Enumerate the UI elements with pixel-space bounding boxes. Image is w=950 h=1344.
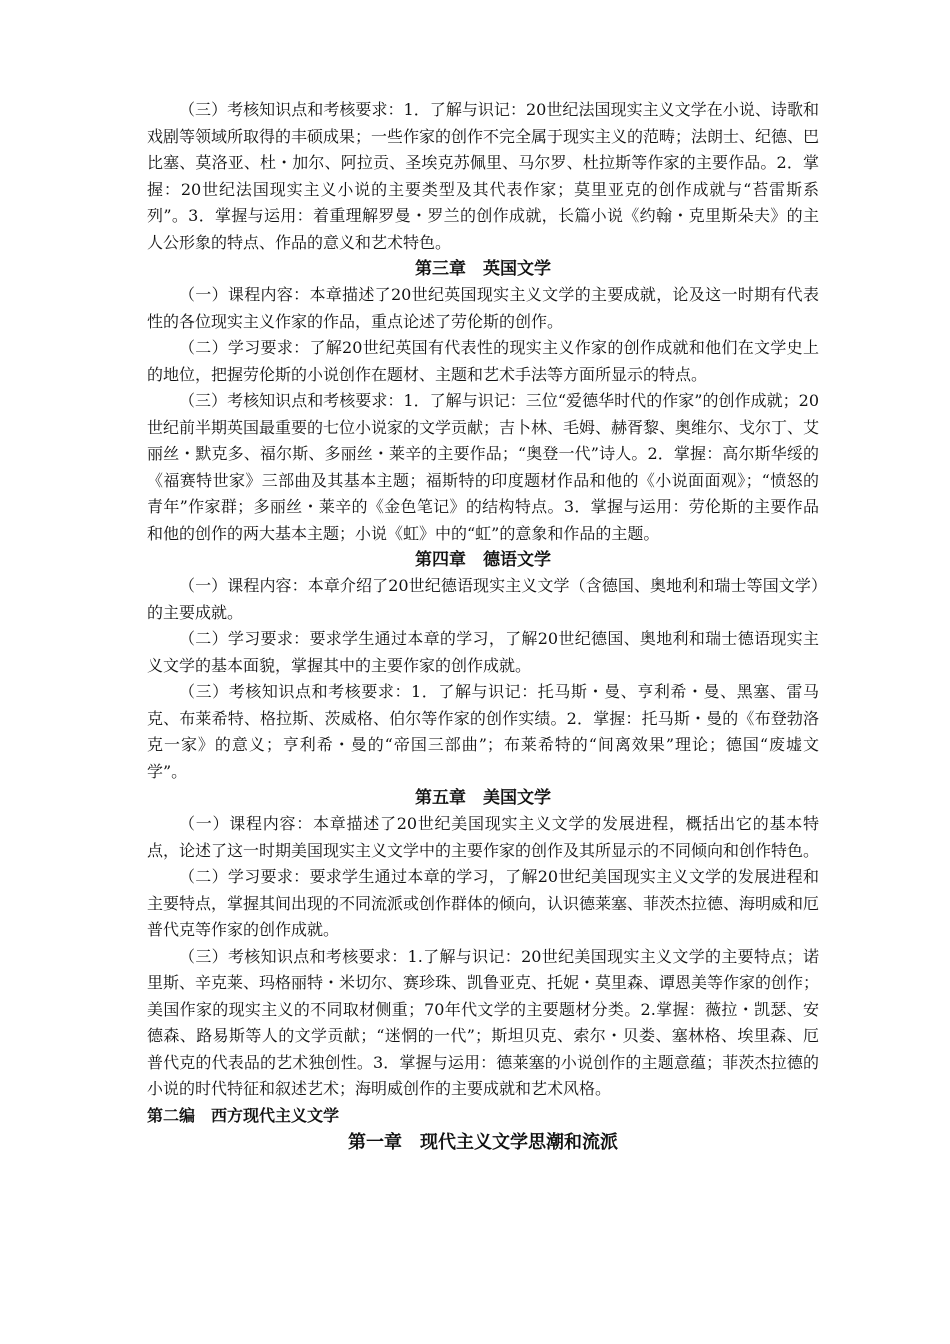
paragraph-assessment-american: （三）考核知识点和考核要求：1.了解与识记：20世纪美国现实主义文学的主要特点；诺里斯、辛克莱、玛格丽特・米切尔、赛珍珠、凯鲁亚克、托妮・莫里森、谭恩美等作家的创作；美国作家的现实主义的不同取材侧重；70年代文学的主要题材分类。2.掌握：薇拉・凯瑟、安德森、路易斯等人的文学贡献；“迷惘的一代”；斯坦贝克、索尔・贝娄、塞林格、埃里森、厄普代克的代表品的艺术独创性。3．掌握与运用：德莱塞的小说创作的主题意蕴；菲茨杰拉德的小说的时代特征和叙述艺术；海明威创作的主要成就和艺术风格。 (147, 946, 820, 1098)
chapter-title-modernism-trends: 第一章 现代主义文学思潮和流派 (348, 1131, 618, 1153)
chapter-title-american: 第五章 美国文学 (415, 788, 551, 808)
paragraph-study-requirements-english: （二）学习要求：了解20世纪英国有代表性的现实主义作家的创作成就和他们在文学史上的地位，把握劳伦斯的小说创作在题材、主题和艺术手法等方面所显示的特点。 (147, 338, 819, 384)
paragraph-assessment-french: （三）考核知识点和考核要求：1．了解与识记：20世纪法国现实主义文学在小说、诗歌和戏剧等领域所取得的丰硕成果；一些作家的创作不完全属于现实主义的范畴；法朗士、纪德、巴比塞、莫洛亚、杜・加尔、阿拉贡、圣埃克苏佩里、马尔罗、杜拉斯等作家的主要作品。2．掌握：20世纪法国现实主义小说的主要类型及其代表作家；莫里亚克的创作成就与“苔雷斯系列”。3．掌握与运用：着重理解罗曼・罗兰的创作成就，长篇小说《约翰・克里斯朵夫》的主人公形象的特点、作品的意义和艺术特色。 (147, 100, 820, 252)
paragraph-course-content-american: （一）课程内容：本章描述了20世纪美国现实主义文学的发展进程，概括出它的基本特点，论述了这一时期美国现实主义文学中的主要作家的创作及其所显示的不同倾向和创作特色。 (147, 814, 820, 860)
chapter-title-german: 第四章 德语文学 (415, 550, 551, 570)
chapter-title-english: 第三章 英国文学 (415, 259, 551, 279)
part-title-modernism: 第二编 西方现代主义文学 (147, 1105, 340, 1125)
paragraph-study-requirements-american: （二）学习要求：要求学生通过本章的学习，了解20世纪美国现实主义文学的发展进程和主要特点，掌握其间出现的不同流派或创作群体的倾向，认识德莱塞、菲茨杰拉德、海明威和厄普代克等作家的创作成就。 (147, 867, 820, 939)
paragraph-course-content-german: （一）课程内容：本章介绍了20世纪德语现实主义文学（含德国、奥地利和瑞士等国文学）的主要成就。 (147, 576, 819, 622)
paragraph-study-requirements-german: （二）学习要求：要求学生通过本章的学习，了解20世纪德国、奥地利和瑞士德语现实主义文学的基本面貌，掌握其中的主要作家的创作成就。 (147, 629, 819, 675)
paragraph-course-content-english: （一）课程内容：本章描述了20世纪英国现实主义文学的主要成就，论及这一时期有代表性的各位现实主义作家的作品，重点论述了劳伦斯的创作。 (147, 285, 819, 331)
paragraph-assessment-english: （三）考核知识点和考核要求：1．了解与识记：三位“爱德华时代的作家”的创作成就；20世纪前半期英国最重要的七位小说家的文学贡献；吉卜林、毛姆、赫胥黎、奥维尔、戈尔丁、艾丽丝・默克多、福尔斯、多丽丝・莱辛的主要作品；“奥登一代”诗人。2．掌握：高尔斯华绥的《福赛特世家》三部曲及其基本主题；福斯特的印度题材作品和他的《小说面面观》；“愤怒的青年”作家群；多丽丝・莱辛的《金色笔记》的结构特点。3．掌握与运用：劳伦斯的主要作品和他的创作的两大基本主题；小说《虹》中的“虹”的意象和作品的主题。 (147, 391, 820, 543)
document-page (147, 97, 819, 1157)
paragraph-assessment-german: （三）考核知识点和考核要求：1．了解与识记：托马斯・曼、亨利希・曼、黑塞、雷马克、布莱希特、格拉斯、茨威格、伯尔等作家的创作实绩。2．掌握：托马斯・曼的《布登勃洛克一家》的意义；亨利希・曼的“帝国三部曲”；布莱希特的“间离效果”理论；德国“废墟文学”。 (147, 682, 819, 781)
